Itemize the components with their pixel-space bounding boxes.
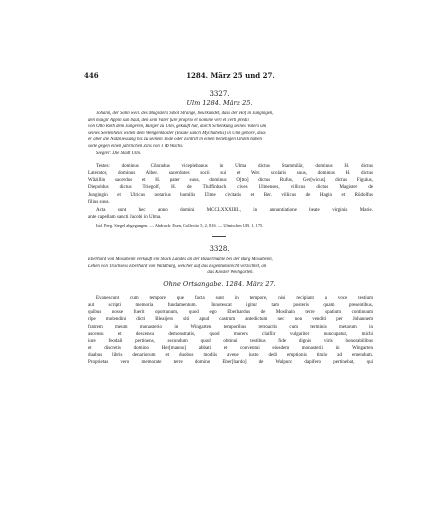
doc2-text-line: fratrem meum monasterio in Wingarten temporibus retroactis cum terminis metarum in xyxy=(88,324,373,330)
doc2-regest-line: das Kloster Weingarten. xyxy=(207,270,254,276)
doc1-witness-line: filius suus. xyxy=(88,199,110,205)
doc2-text-line: duabus libris denariorum et duobus modiis avene iusto dedi emptionis titulo ad emendum. xyxy=(88,353,373,359)
separator-rule xyxy=(212,236,226,237)
doc2-text-line: ascensu et descensu demonstratis, quod murers claifiir vulgariter nuncupatur, michi xyxy=(88,331,373,337)
doc1-source-note xyxy=(88,223,373,229)
doc1-regest-line: solle gegen einen jährlichen Zins von 1 ℔ Wachs. xyxy=(88,143,184,149)
doc1-witness-line: Diepoldus dictus Triegolf, H. de Tluffinbach cives Ulmenses, villicus dictus Magister de xyxy=(88,185,373,191)
doc1-sealer: Siegler: Die Stadt Ulm. xyxy=(96,150,142,156)
doc2-text-line: quibus nosse fuerit oportunum, quod ego Eberhardus de Mosihain terre spatium continuum xyxy=(88,310,373,316)
doc1-witness-line: Testes: dominus Cůnradus viceplebanus in Ulma dictus Stammilär, dominus H. dictus xyxy=(96,164,373,169)
doc2-text-line: ripe molendini dicti Bleaijers siti apud castrum antedictum nec non venditi per Johannem xyxy=(88,317,373,323)
doc1-regest-line: von Otto Roth dem Jüngeren, Bürger zu Ulm, gekauft hat, durch Schenkung seines Vaters um xyxy=(88,124,267,130)
doc1-datum-line: Acta sunt hec anno domini MCCLXXXIIII., in annuntiatione beate virginis Marie. xyxy=(96,207,373,213)
header-date: 1284. März 25 und 27. xyxy=(186,71,275,80)
doc2-text-line: et discretis domino Her[manno] abbati et conventui eiusdem monasterii in Wingarten xyxy=(88,346,373,352)
running-header xyxy=(84,71,377,83)
doc1-number: 3327. xyxy=(209,90,230,98)
doc1-regest-line: Johann, der Sohn weil. des Magisters Sibot Strange, beurkundet, dass der Hof in Jungingen, xyxy=(96,111,274,116)
doc1-regest xyxy=(88,111,373,157)
doc1-witness-line: Jungingin et Ulricus notarius humilis Ůlme civitatis et Ber. villicus de Hagin et Rūdolfus xyxy=(88,192,373,198)
doc1-place-date: Ulm 1284. März 25. xyxy=(186,99,253,107)
doc1-witnesses xyxy=(88,163,373,221)
doc1-regest-line: den maigir Appin sun baut, den sein Vater ſure proprio et nomine veri et certi predii xyxy=(88,117,249,123)
page-number: 446 xyxy=(84,71,99,80)
doc1-source: Ital. Perg. Siegel abgegangen. — Abdruck: Esen, Collectio 5, 2, 816. — Ulmisches UB. 1, 175. xyxy=(96,223,264,228)
doc1-regest-line: seines Seelenheils willen dem Wengenkloster (Insule sancti Mychahelis) in Ulm gehöre, dass xyxy=(88,130,266,136)
doc2-text-line: aut scripti memoria fundamentum. Innotescat igitur tam posteris quam presentibus, xyxy=(88,303,373,309)
doc1-witness-line: Laterator, dominus Alber. sacerdotes socii sui et Wer. scolaris suus, dominus H. dictus xyxy=(88,171,373,177)
doc2-regest-line: Lehen von Truchsess Eberhard von Waldburg, welcher auf das Eigentumsrecht verzichtet, an xyxy=(88,263,267,269)
doc2-regest-line: Eberhard von Mosaheim verkauft ein Stück Landes an der Bizaermühle bei der Burg Mosaheim, xyxy=(88,257,273,262)
doc1-datum-line: ante capellam sancti Jacobi in Ulma. xyxy=(88,215,162,221)
doc1-regest-line: er aber die Nutzniessung bis zu seinem Tode oder Eintritt in einen beliebigen Orden haben xyxy=(88,137,262,143)
doc2-regest xyxy=(88,257,373,277)
doc2-place-date: Ohne Ortsangabe. 1284. März 27. xyxy=(163,280,276,288)
doc2-text-line: Proprietas vero memorate terre domino Eber[hardo] de Walpurc dapifero pertinebat, qui xyxy=(88,360,373,366)
doc2-text xyxy=(88,295,373,367)
doc1-witness-line: Wåzillin sacerdos et H. pater suus, dominus O[tto] dictus Rufus, Ger[wicus] dictus Figulus, xyxy=(88,178,373,184)
doc2-text-line: Evanescunt cum tempore que facta sunt in tempore, nisi recipiant a voce testium xyxy=(96,296,373,301)
doc2-text-line: iure feodali pertinens, secundum quod obtinui testibus fide dignis viris honorabilibus xyxy=(88,338,373,344)
doc2-number: 3328. xyxy=(209,245,230,253)
